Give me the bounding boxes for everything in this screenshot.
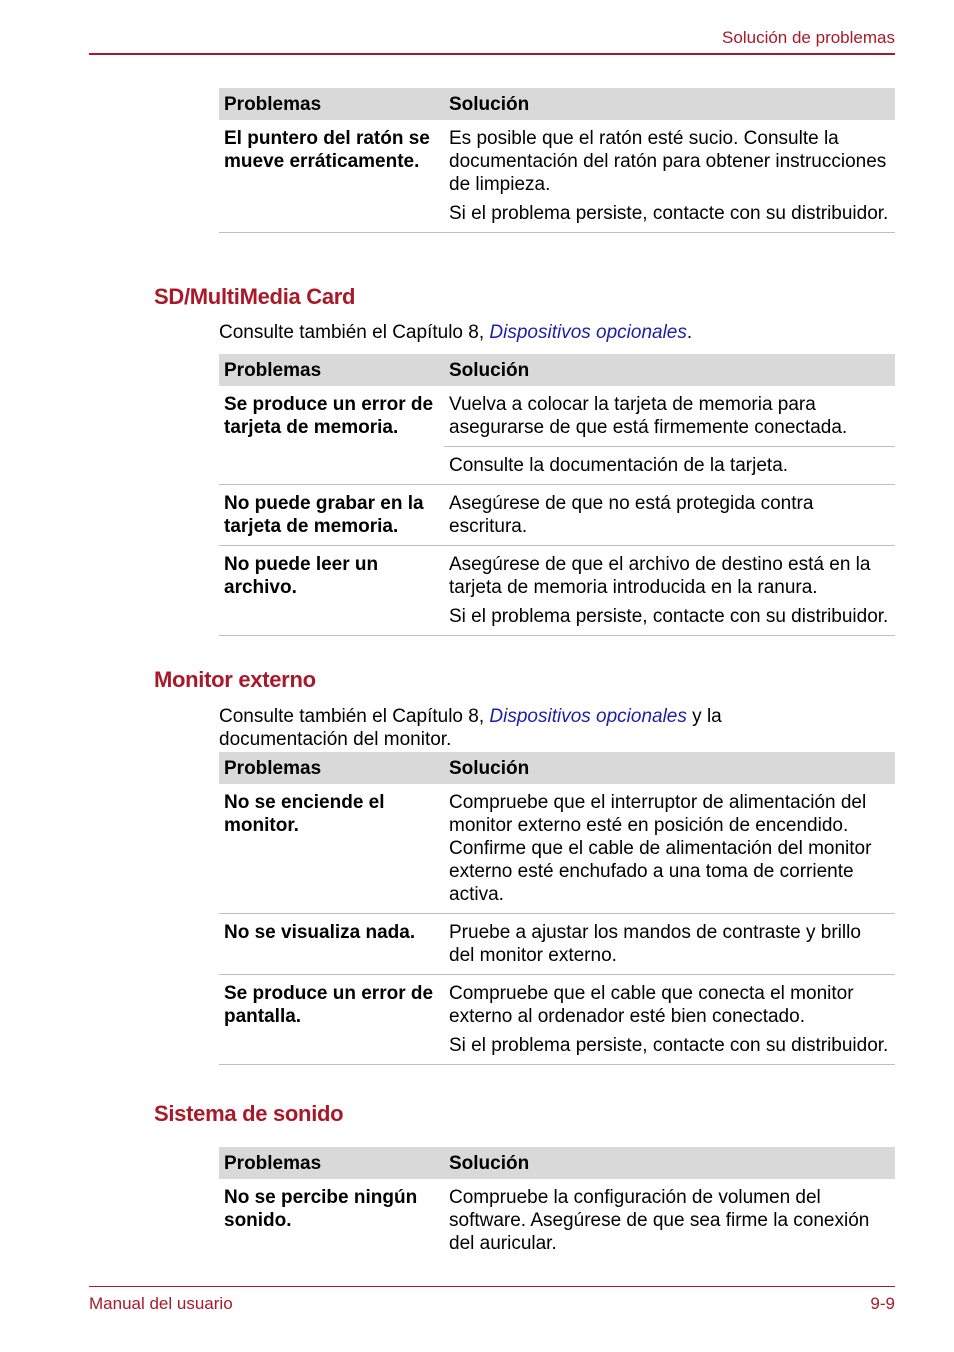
chapter-link[interactable]: Dispositivos opcionales	[489, 322, 687, 343]
chapter-link[interactable]: Dispositivos opcionales	[489, 706, 687, 727]
solution-text: Es posible que el ratón esté sucio. Consulte la documentación del ratón para obtener instrucciones de limpieza.	[449, 128, 887, 195]
footer-title: Manual del usuario	[89, 1294, 233, 1313]
sound-table	[219, 1147, 895, 1262]
header-solution: Solución	[449, 359, 530, 381]
table-header	[219, 354, 895, 386]
solution-text: Consulte la documentación de la tarjeta.	[444, 446, 895, 484]
solution-text: Si el problema persiste, contacte con su distribuidor.	[449, 606, 889, 627]
problem-cell: No puede leer un archivo.	[224, 554, 379, 598]
section-title-monitor: Monitor externo	[154, 667, 316, 692]
monitor-table	[219, 752, 895, 1065]
table-header	[219, 88, 895, 120]
intro-text: Consulte también el Capítulo 8,	[219, 322, 490, 343]
monitor-intro	[219, 705, 799, 751]
solution-cell	[444, 485, 895, 545]
header-problems: Problemas	[224, 93, 322, 115]
section-title-sound: Sistema de sonido	[154, 1101, 344, 1126]
solution-text: Si el problema persiste, contacte con su distribuidor.	[449, 1035, 889, 1056]
running-header: Solución de problemas	[722, 28, 895, 47]
solution-cell	[444, 784, 895, 913]
solution-cell	[444, 546, 895, 635]
solution-text: Compruebe la configuración de volumen del software. Asegúrese de que sea firme la conexión del auricular.	[449, 1187, 870, 1254]
solution-cell	[444, 975, 895, 1064]
header-problems: Problemas	[224, 1152, 322, 1174]
problem-cell: No puede grabar en la tarjeta de memoria.	[224, 493, 424, 537]
solution-text: Si el problema persiste, contacte con su distribuidor.	[449, 203, 889, 224]
table-row	[219, 485, 895, 546]
solution-cell	[444, 120, 895, 232]
table-row	[219, 120, 895, 233]
header-problems: Problemas	[224, 359, 322, 381]
problem-cell: El puntero del ratón se mueve erráticamente.	[224, 128, 430, 172]
table-row	[219, 1179, 895, 1262]
header-problems: Problemas	[224, 757, 322, 779]
solution-cell	[444, 386, 895, 484]
solution-cell	[444, 914, 895, 974]
sd-table	[219, 354, 895, 636]
footer-rule	[89, 1286, 895, 1287]
table-row	[219, 784, 895, 914]
table-row	[219, 386, 895, 485]
solution-text: Vuelva a colocar la tarjeta de memoria para asegurarse de que está firmemente conectada.	[449, 394, 848, 438]
header-solution: Solución	[449, 93, 530, 115]
problem-cell: No se percibe ningún sonido.	[224, 1187, 418, 1231]
table-row	[219, 914, 895, 975]
intro-text: y la documentación del monitor.	[219, 706, 722, 750]
header-rule	[89, 53, 895, 55]
page-number: 9-9	[870, 1294, 895, 1313]
table-header	[219, 752, 895, 784]
solution-text: Pruebe a ajustar los mandos de contraste y brillo del monitor externo.	[449, 922, 861, 966]
problem-cell: No se enciende el monitor.	[224, 792, 385, 836]
intro-text: Consulte también el Capítulo 8,	[219, 706, 490, 727]
problem-cell: Se produce un error de pantalla.	[224, 983, 434, 1027]
section-title-sd: SD/MultiMedia Card	[154, 284, 356, 309]
solution-text: Asegúrese de que el archivo de destino está en la tarjeta de memoria introducida en la ranura.	[449, 554, 871, 598]
sd-intro	[219, 321, 879, 344]
table-header	[219, 1147, 895, 1179]
problem-cell: No se visualiza nada.	[224, 922, 416, 943]
header-solution: Solución	[449, 1152, 530, 1174]
solution-cell	[444, 1179, 895, 1262]
table-row	[219, 546, 895, 636]
header-solution: Solución	[449, 757, 530, 779]
solution-text: Compruebe que el interruptor de alimentación del monitor externo esté en posición de encendido. Confirme que el cable de alimentación del monitor externo esté enchufado a una toma de corriente activa.	[449, 792, 872, 905]
mouse-table	[219, 88, 895, 233]
solution-text: Asegúrese de que no está protegida contra escritura.	[449, 493, 814, 537]
intro-text: .	[686, 322, 693, 343]
table-row	[219, 975, 895, 1065]
problem-cell: Se produce un error de tarjeta de memoria.	[224, 394, 434, 438]
solution-text: Compruebe que el cable que conecta el monitor externo al ordenador esté bien conectado.	[449, 983, 854, 1027]
